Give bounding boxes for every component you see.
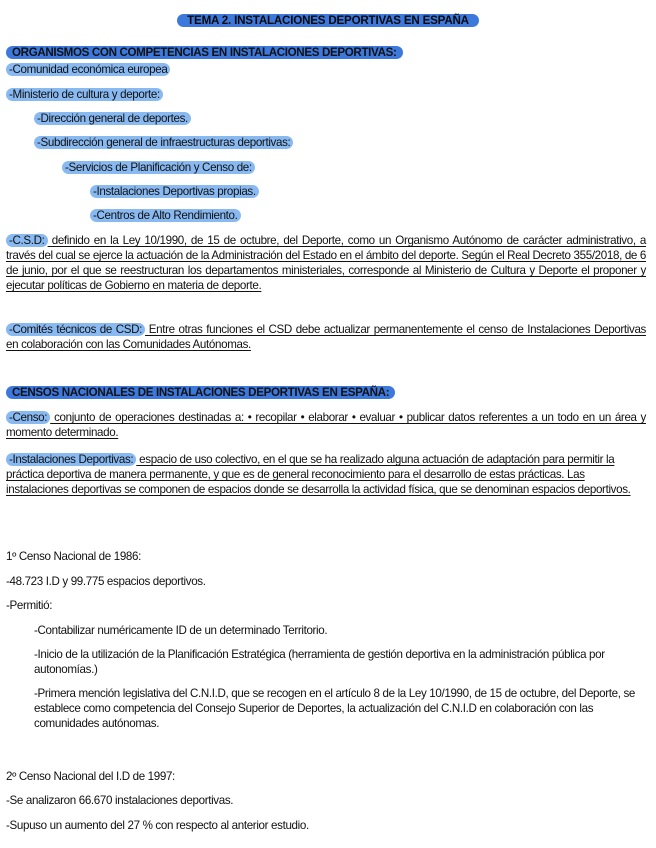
csd-label: -C.S.D: [6,234,48,247]
organismo-item-row [6,87,646,102]
censo-1986-subitem: -Contabilizar numéricamente ID de un determinado Territorio. [34,624,328,637]
comite-paragraph [6,322,646,352]
censo-1997-heading: 2º Censo Nacional del I.D de 1997: [6,770,175,783]
organismo-item-row [6,62,646,77]
censo-paragraph [6,410,646,440]
organismo-item-row [90,208,646,223]
document-title-row [0,12,656,29]
censo-1986-subitem: -Primera mención legislativa del C.N.I.D, que se recogen en el artículo 8 de la Ley 10/1990, de 15 de octubre, del Deporte, se establece como competencia del Consejo Superior de Deportes, la actualización del C.N.I.D en colaboración con las comunidades autónomas. [34,687,636,730]
organismo-item: -Dirección general de deportes. [34,112,191,125]
section-organismos-heading: ORGANISMOS CON COMPETENCIAS EN INSTALACIONES DEPORTIVAS: [6,46,403,59]
csd-paragraph [6,233,646,293]
organismo-item-row [62,160,646,175]
censo-1997-line: -Supuso un aumento del 27 % con respecto al anterior estudio. [6,819,309,832]
censo-1997-line: -Se analizaron 66.670 instalaciones deportivas. [6,794,234,807]
organismo-item: -Servicios de Planificación y Censo de: [62,161,255,174]
section-censos-heading: CENSOS NACIONALES DE INSTALACIONES DEPORTIVAS EN ESPAÑA: [6,386,395,399]
censo-1986-subitem: -Inicio de la utilización de la Planificación Estratégica (herramienta de gestión deportiva en la administración pública por autonomías.) [34,648,605,676]
censo-1986-heading: 1º Censo Nacional de 1986: [6,550,142,563]
section-censos-heading-row [6,385,646,400]
csd-text: definido en la Ley 10/1990, de 15 de octubre, del Deporte, como un Organismo Autónomo de carácter administrativo, a través del cual se ejerce la actuación de la Administración del Estado en el ámbito del deporte. Según el Real Decreto 355/2018, de 6 de junio, por el que se reestructuran los departamentos ministeriales, corresponde al Ministerio de Cultura y Deporte el proponer y ejecutar políticas de Gobierno en materia de deporte. [6,234,646,292]
organismo-item: -Comunidad económica europea [6,63,170,76]
comite-label: -Comités técnicos de CSD: [6,323,145,336]
comite-text: Entre otras funciones el CSD debe actualizar permanentemente el censo de Instalaciones Deportivas en colaboración con las Comunidades Autónomas. [6,323,646,351]
organismo-item: -Instalaciones Deportivas propias. [90,185,259,198]
instalaciones-text: espacio de uso colectivo, en el que se ha realizado alguna actuación de adaptación para permitir la práctica deportiva de manera permanente, y que es de general reconocimiento para el desarrollo de estas prácticas. Las instalaciones deportivas se componen de espacios donde se desarrolla la actividad física, que se denominan espacios deportivos. [6,453,631,496]
organismo-item-row [90,184,646,199]
instalaciones-paragraph [6,452,646,497]
instalaciones-label: -Instalaciones Deportivas: [6,453,136,466]
organismo-item-row [34,135,646,150]
section-organismos-heading-row [6,45,646,60]
censo-1986-line: -48.723 I.D y 99.775 espacios deportivos. [6,575,206,588]
organismo-item: -Centros de Alto Rendimiento. [90,209,241,222]
organismo-item: -Subdirección general de infraestructuras deportivas: [34,136,293,149]
censo-text: conjunto de operaciones destinadas a: • recopilar • elaborar • evaluar • publicar datos referentes a un todo en un área y momento determinado. [6,411,646,439]
organismo-item: -Ministerio de cultura y deporte: [6,88,163,101]
censo-1986-line: -Permitió: [6,599,53,612]
document-title: TEMA 2. INSTALACIONES DEPORTIVAS EN ESPAÑA [177,14,479,27]
organismo-item-row [34,111,646,126]
censo-label: -Censo: [6,411,50,424]
